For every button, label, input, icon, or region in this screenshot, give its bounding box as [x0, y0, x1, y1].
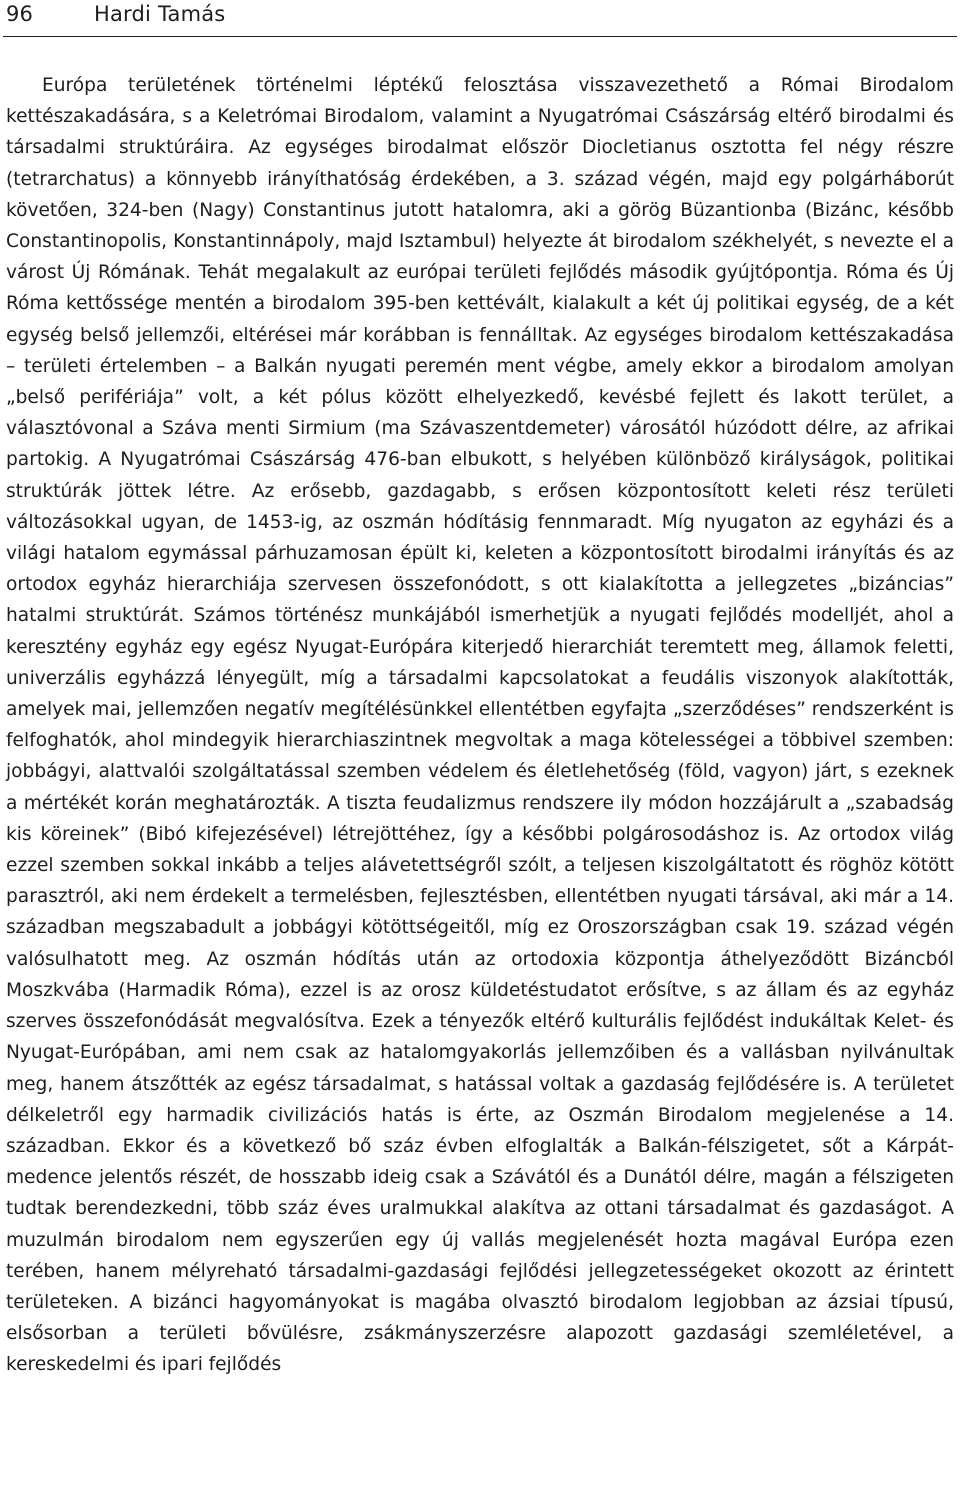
header-divider	[3, 36, 957, 37]
body-paragraph: Európa területének történelmi léptékű felosztása visszavezethető a Római Birodalom kettészakadására, s a Keletrómai Birodalom, valamint a Nyugatrómai Császárság eltérő birodalmi és társadalmi struktúráira. Az egységes birodalmat először Diocletianus osztotta fel négy részre (tetrarchatus) a könnyebb irányíthatóság érdekében, a 3. század végén, majd egy polgárháborút követően, 324-ben (Nagy) Constantinus jutott hatalomra, aki a görög Büzantionba (Bizánc, később Constantinopolis, Konstantinnápoly, majd Isztambul) helyezte át birodalom székhelyét, s nevezte el a várost Új Rómának. Tehát megalakult az európai területi fejlődés második gyújtópontja. Róma és Új Róma kettőssége mentén a birodalom 395-ben kettévált, kialakult a két új politikai egység, de a két egység belső jellemzői, eltérései már korábban is fennálltak. Az egységes birodalom kettészakadása – területi értelemben – a Balkán nyugati peremén ment végbe, amely ekkor a birodalom amolyan „belső perifériája” volt, a két pólus között elhelyezkedő, kevésbé fejlett és lakott terület, a választóvonal a Száva menti Sirmium (ma Szávaszentdemeter) városától húzódott délre, az afrikai partokig. A Nyugatrómai Császárság 476-ban elbukott, s helyében különböző királyságok, politikai struktúrák jöttek létre. Az erősebb, gazdagabb, s erősen központosított keleti rész területi változásokkal ugyan, de 1453-ig, az oszmán hódításig fennmaradt. Míg nyugaton az egyházi és a világi hatalom egymással párhuzamosan épült ki, keleten a központosított birodalmi irányítás és az ortodox egyház hierarchiája szervesen összefonódott, s ott kialakította a jellegzetes „bizáncias” hatalmi struktúrát. Számos történész munkájából ismerhetjük a nyugati fejlődés modelljét, ahol a keresztény egyház egy egész Nyugat-Európára kiterjedő hierarchiát teremtett meg, államok feletti, univerzális egyházzá lényegült, míg a társadalmi kapcsolatokat a feudális viszonyok alakították, amelyek mai, jellemzően negatív megítélésünkkel ellentétben egyfajta „szerződéses” rendszerként is felfoghatók, ahol mindegyik hierarchiaszintnek megvoltak a maga kötelességei a többivel szemben: jobbágyi, alattvalói szolgáltatással szemben védelem és életlehetőség (föld, vagyon) járt, s ezeknek a mértékét korán meghatározták. A tiszta feudalizmus rendszere ily módon hozzájárult a „szabadság kis köreinek” (Bibó kifejezésével) létrejöttéhez, így a későbbi polgárosodáshoz is. Az ortodox világ ezzel szemben sokkal inkább a teljes alávetettségről szólt, a teljesen kiszolgáltatott és röghöz kötött parasztról, aki nem érdekelt a termelésben, fejlesztésben, ellentétben nyugati társával, aki már a 14. században megszabadult a jobbágyi kötöttségeitől, míg ez Oroszországban csak 19. század végén valósulhatott meg. Az oszmán hódítás után az ortodoxia központja áthelyeződött Bizáncból Moszkvába (Harmadik Róma), ezzel is az orosz küldetéstudatot erősítve, s az állam és az egyház szerves összefonódását megvalósítva. Ezek a tényezők eltérő kulturális fejlődést indukáltak Kelet- és Nyugat-Európában, ami nem csak az hatalomgyakorlás jellemzőiben és a vallásban nyilvánultak meg, hanem átszőtték az egész társadalmat, s hatással voltak a gazdaság fejlődésére is. A területet délkeletről egy harmadik civilizációs hatás is érte, az Oszmán Birodalom megjelenése a 14. században. Ekkor és a következő bő száz évben elfoglalták a Balkán-félszigetet, sőt a Kárpát-medence jelentős részét, de hosszabb ideig csak a Szávától és a Dunától délre, magán a félszigeten tudtak berendezkedni, több száz éves uralmukkal alakítva az ottani társadalmat és gazdaságot. A muzulmán birodalom nem egyszerűen egy új vallás megjelenését hozta magával Európa ezen terében, hanem mélyreható társadalmi-gazdasági fejlődési jellegzetességeket okozott az érintett területeken. A bizánci hagyományokat is magába olvasztó birodalom legjobban az ázsiai típusú, elsősorban a területi bővülésre, zsákmányszerzésre alapozott gazdasági szemléletével, a kereskedelmi és ipari fejlődés	[6, 75, 954, 1376]
running-header	[6, 0, 954, 30]
running-header-author: Hardi Tamás	[94, 2, 226, 26]
page-number: 96	[6, 2, 34, 26]
